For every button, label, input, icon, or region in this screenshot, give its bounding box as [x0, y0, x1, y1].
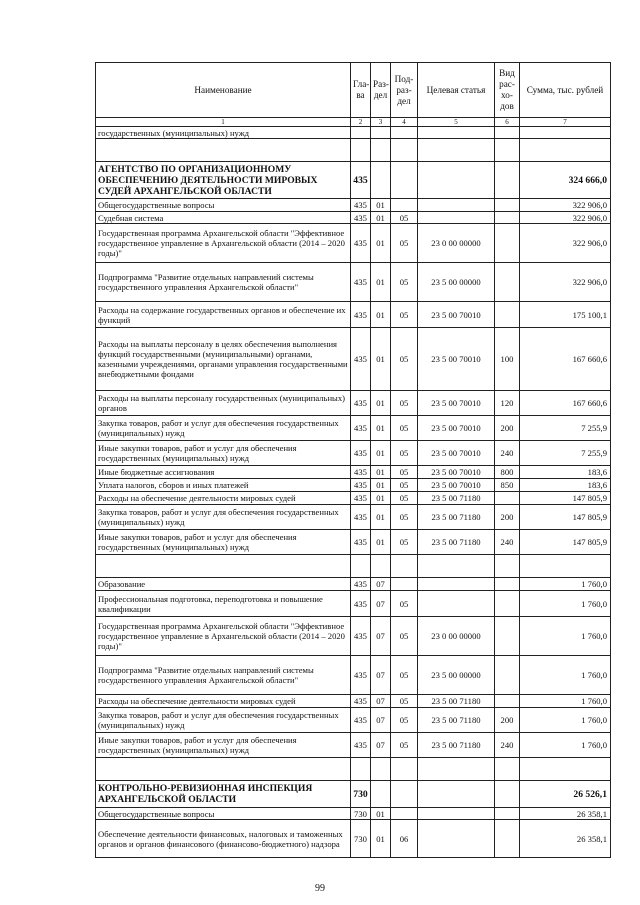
cell-chapter: 435 — [351, 302, 371, 328]
cell-expense-type — [495, 656, 520, 695]
cell-section: 01 — [371, 479, 391, 492]
cell-subsection: 05 — [391, 591, 418, 617]
cell-section: 07 — [371, 578, 391, 591]
cell-target — [418, 212, 495, 224]
cell-chapter: 435 — [351, 530, 371, 555]
cell-amount: 1 760,0 — [520, 708, 611, 733]
cell-subsection: 05 — [391, 708, 418, 733]
cell-section: 07 — [371, 617, 391, 656]
cell-chapter: 435 — [351, 617, 371, 656]
spacer-row — [96, 758, 611, 781]
cell-section: 01 — [371, 328, 391, 391]
cell-expense-type: 240 — [495, 530, 520, 555]
cell-section: 01 — [371, 505, 391, 530]
cell-chapter: 435 — [351, 441, 371, 466]
cell-chapter — [351, 555, 371, 578]
cell-amount: 1 760,0 — [520, 617, 611, 656]
cell-section — [371, 127, 391, 139]
cell-target — [418, 162, 495, 199]
cell-subsection: 05 — [391, 263, 418, 302]
cell-name: Подпрограмма "Развитие отдельных направлений системы государственного управления Архангельской области" — [96, 656, 351, 695]
cell-expense-type — [495, 820, 520, 858]
cell-target — [418, 139, 495, 162]
cell-chapter: 730 — [351, 808, 371, 820]
cell-amount: 322 906,0 — [520, 224, 611, 263]
cell-section — [371, 162, 391, 199]
table-row — [96, 391, 611, 416]
cell-name: Государственная программа Архангельской области "Эффективное государственное управление в Архангельской области (2014 – 2020 годы)" — [96, 224, 351, 263]
cell-chapter: 435 — [351, 466, 371, 479]
cell-subsection: 05 — [391, 733, 418, 758]
cell-expense-type — [495, 578, 520, 591]
cell-name: Расходы на обеспечение деятельности мировых судей — [96, 492, 351, 505]
table-row — [96, 466, 611, 479]
cell-subsection: 05 — [391, 441, 418, 466]
cell-target — [418, 578, 495, 591]
cell-expense-type — [495, 781, 520, 808]
table-row — [96, 263, 611, 302]
cell-chapter: 435 — [351, 328, 371, 391]
page-number: 99 — [315, 883, 325, 894]
table-row — [96, 224, 611, 263]
cell-section: 07 — [371, 733, 391, 758]
cell-target: 23 5 00 00000 — [418, 263, 495, 302]
cell-section — [371, 555, 391, 578]
cell-subsection — [391, 808, 418, 820]
table-row — [96, 808, 611, 820]
cell-name — [96, 139, 351, 162]
cell-chapter: 435 — [351, 479, 371, 492]
cell-name: Закупка товаров, работ и услуг для обеспечения государственных (муниципальных) нужд — [96, 505, 351, 530]
cell-amount: 167 660,6 — [520, 328, 611, 391]
column-number-row — [96, 118, 611, 127]
cell-expense-type: 120 — [495, 391, 520, 416]
cell-amount — [520, 127, 611, 139]
cell-section: 01 — [371, 466, 391, 479]
cell-chapter — [351, 758, 371, 781]
cell-section — [371, 758, 391, 781]
cell-name: Иные бюджетные ассигнования — [96, 466, 351, 479]
cell-amount: 183,6 — [520, 466, 611, 479]
cell-name: Закупка товаров, работ и услуг для обеспечения государственных (муниципальных) нужд — [96, 708, 351, 733]
cell-expense-type: 200 — [495, 416, 520, 441]
cell-section: 01 — [371, 224, 391, 263]
cell-amount: 1 760,0 — [520, 591, 611, 617]
cell-name: Обеспечение деятельности финансовых, налоговых и таможенных органов и органов финансового (финансово-бюджетного) надзора — [96, 820, 351, 858]
cell-subsection: 05 — [391, 416, 418, 441]
cell-expense-type — [495, 127, 520, 139]
header-expense-type: Вид рас-хо-дов — [495, 63, 520, 118]
cell-name: АГЕНТСТВО ПО ОРГАНИЗАЦИОННОМУ ОБЕСПЕЧЕНИЮ ДЕЯТЕЛЬНОСТИ МИРОВЫХ СУДЕЙ АРХАНГЕЛЬСКОЙ ОБЛАСТИ — [96, 162, 351, 199]
cell-target — [418, 127, 495, 139]
table-row — [96, 820, 611, 858]
cell-amount: 1 760,0 — [520, 733, 611, 758]
cell-chapter: 435 — [351, 505, 371, 530]
cell-chapter: 435 — [351, 733, 371, 758]
cell-amount: 324 666,0 — [520, 162, 611, 199]
table-row — [96, 578, 611, 591]
column-number: 4 — [391, 118, 418, 127]
cell-subsection: 05 — [391, 328, 418, 391]
cell-name: Иные закупки товаров, работ и услуг для обеспечения государственных (муниципальных) нужд — [96, 733, 351, 758]
cell-name: Расходы на содержание государственных органов и обеспечение их функций — [96, 302, 351, 328]
cell-name: Иные закупки товаров, работ и услуг для обеспечения государственных (муниципальных) нужд — [96, 441, 351, 466]
cell-subsection — [391, 781, 418, 808]
cell-expense-type — [495, 555, 520, 578]
cell-amount: 167 660,6 — [520, 391, 611, 416]
cell-name: государственных (муниципальных) нужд — [96, 127, 351, 139]
cell-chapter — [351, 139, 371, 162]
table-row — [96, 328, 611, 391]
cell-subsection: 05 — [391, 224, 418, 263]
cell-target: 23 5 00 70010 — [418, 302, 495, 328]
cell-amount: 147 805,9 — [520, 505, 611, 530]
cell-amount: 26 526,1 — [520, 781, 611, 808]
cell-amount — [520, 758, 611, 781]
cell-chapter: 435 — [351, 224, 371, 263]
header-subsection: Под-раз-дел — [391, 63, 418, 118]
cell-amount: 1 760,0 — [520, 578, 611, 591]
cell-expense-type — [495, 263, 520, 302]
table-row — [96, 302, 611, 328]
spacer-row — [96, 555, 611, 578]
table-row — [96, 199, 611, 212]
column-number: 1 — [96, 118, 351, 127]
table-row — [96, 591, 611, 617]
table-row — [96, 441, 611, 466]
cell-chapter: 435 — [351, 212, 371, 224]
spacer-row — [96, 139, 611, 162]
cell-name: Образование — [96, 578, 351, 591]
cell-expense-type — [495, 617, 520, 656]
cell-name: Подпрограмма "Развитие отдельных направлений системы государственного управления Архангельской области" — [96, 263, 351, 302]
header-amount: Сумма, тыс. рублей — [520, 63, 611, 118]
table-row — [96, 708, 611, 733]
table-row — [96, 416, 611, 441]
cell-subsection — [391, 162, 418, 199]
cell-amount: 175 100,1 — [520, 302, 611, 328]
column-number: 3 — [371, 118, 391, 127]
cell-amount: 1 760,0 — [520, 695, 611, 708]
cell-subsection — [391, 555, 418, 578]
table-row — [96, 695, 611, 708]
cell-subsection — [391, 758, 418, 781]
cell-target: 23 5 00 70010 — [418, 391, 495, 416]
cell-expense-type: 240 — [495, 441, 520, 466]
cell-subsection: 05 — [391, 492, 418, 505]
cell-target — [418, 555, 495, 578]
cell-section: 07 — [371, 708, 391, 733]
cell-target: 23 0 00 00000 — [418, 617, 495, 656]
cell-section: 07 — [371, 695, 391, 708]
cell-name — [96, 555, 351, 578]
cell-target: 23 5 00 70010 — [418, 441, 495, 466]
cell-section: 01 — [371, 416, 391, 441]
table-row — [96, 212, 611, 224]
cell-name: Расходы на обеспечение деятельности мировых судей — [96, 695, 351, 708]
cell-name: Общегосударственные вопросы — [96, 199, 351, 212]
cell-chapter: 730 — [351, 820, 371, 858]
table-row — [96, 162, 611, 199]
cell-subsection: 05 — [391, 302, 418, 328]
cell-target — [418, 781, 495, 808]
cell-expense-type: 240 — [495, 733, 520, 758]
cell-expense-type — [495, 224, 520, 263]
cell-expense-type — [495, 591, 520, 617]
cell-subsection: 06 — [391, 820, 418, 858]
table-row — [96, 505, 611, 530]
cell-target: 23 5 00 71180 — [418, 695, 495, 708]
cell-section: 01 — [371, 212, 391, 224]
cell-expense-type — [495, 808, 520, 820]
cell-target: 23 5 00 70010 — [418, 466, 495, 479]
cell-target — [418, 820, 495, 858]
cell-name: Общегосударственные вопросы — [96, 808, 351, 820]
cell-name: Закупка товаров, работ и услуг для обеспечения государственных (муниципальных) нужд — [96, 416, 351, 441]
table-row — [96, 530, 611, 555]
cell-expense-type — [495, 162, 520, 199]
cell-chapter: 435 — [351, 695, 371, 708]
cell-chapter: 435 — [351, 199, 371, 212]
cell-section: 01 — [371, 391, 391, 416]
cell-amount — [520, 555, 611, 578]
cell-amount: 183,6 — [520, 479, 611, 492]
cell-chapter: 435 — [351, 578, 371, 591]
cell-subsection: 05 — [391, 530, 418, 555]
cell-name — [96, 758, 351, 781]
cell-name: Расходы на выплаты персоналу в целях обеспечения выполнения функций государственными (муниципальными) органами, казенными учреждениями, органами управления государственными внебюджетными фондами — [96, 328, 351, 391]
cell-subsection — [391, 578, 418, 591]
cell-target: 23 5 00 71180 — [418, 492, 495, 505]
cell-chapter: 435 — [351, 656, 371, 695]
column-number: 6 — [495, 118, 520, 127]
cell-subsection: 05 — [391, 466, 418, 479]
table-row — [96, 617, 611, 656]
cell-target: 23 0 00 00000 — [418, 224, 495, 263]
cell-section: 07 — [371, 656, 391, 695]
cell-target — [418, 199, 495, 212]
cell-subsection — [391, 127, 418, 139]
cell-chapter — [351, 127, 371, 139]
cell-expense-type — [495, 139, 520, 162]
cell-amount — [520, 139, 611, 162]
cell-target: 23 5 00 70010 — [418, 328, 495, 391]
table-row — [96, 781, 611, 808]
column-number: 5 — [418, 118, 495, 127]
cell-section: 01 — [371, 530, 391, 555]
column-number: 7 — [520, 118, 611, 127]
cell-amount: 26 358,1 — [520, 820, 611, 858]
cell-section: 07 — [371, 591, 391, 617]
cell-subsection — [391, 139, 418, 162]
cell-name: Государственная программа Архангельской области "Эффективное государственное управление в Архангельской области (2014 – 2020 годы)" — [96, 617, 351, 656]
cell-target — [418, 758, 495, 781]
cell-chapter: 435 — [351, 492, 371, 505]
cell-name: Профессиональная подготовка, переподготовка и повышение квалификации — [96, 591, 351, 617]
cell-section: 01 — [371, 199, 391, 212]
cell-expense-type — [495, 695, 520, 708]
cell-name: Расходы на выплаты персоналу государственных (муниципальных) органов — [96, 391, 351, 416]
cell-subsection: 05 — [391, 479, 418, 492]
cell-subsection: 05 — [391, 656, 418, 695]
cell-section: 01 — [371, 808, 391, 820]
cell-target — [418, 591, 495, 617]
cell-amount: 7 255,9 — [520, 441, 611, 466]
cell-amount: 322 906,0 — [520, 199, 611, 212]
cell-target: 23 5 00 71180 — [418, 733, 495, 758]
cell-expense-type — [495, 302, 520, 328]
cell-subsection: 05 — [391, 391, 418, 416]
cell-target — [418, 808, 495, 820]
cell-chapter: 435 — [351, 162, 371, 199]
cell-amount: 147 805,9 — [520, 492, 611, 505]
cell-target: 23 5 00 00000 — [418, 656, 495, 695]
cell-amount: 322 906,0 — [520, 212, 611, 224]
cell-subsection: 05 — [391, 617, 418, 656]
table-row — [96, 492, 611, 505]
cell-target: 23 5 00 70010 — [418, 479, 495, 492]
cell-chapter: 435 — [351, 591, 371, 617]
cell-chapter: 730 — [351, 781, 371, 808]
cell-expense-type — [495, 758, 520, 781]
header-name: Наименование — [96, 63, 351, 118]
header-section: Раз-дел — [371, 63, 391, 118]
cell-subsection: 05 — [391, 212, 418, 224]
cell-name: Уплата налогов, сборов и иных платежей — [96, 479, 351, 492]
table-row — [96, 479, 611, 492]
cell-expense-type: 800 — [495, 466, 520, 479]
cell-expense-type: 200 — [495, 708, 520, 733]
cell-chapter: 435 — [351, 708, 371, 733]
header-chapter: Гла-ва — [351, 63, 371, 118]
cell-expense-type — [495, 212, 520, 224]
cell-target: 23 5 00 70010 — [418, 416, 495, 441]
cell-name: Иные закупки товаров, работ и услуг для обеспечения государственных (муниципальных) нужд — [96, 530, 351, 555]
table-row — [96, 127, 611, 139]
cell-section — [371, 781, 391, 808]
cell-amount: 322 906,0 — [520, 263, 611, 302]
cell-name: КОНТРОЛЬНО-РЕВИЗИОННАЯ ИНСПЕКЦИЯ АРХАНГЕЛЬСКОЙ ОБЛАСТИ — [96, 781, 351, 808]
cell-chapter: 435 — [351, 391, 371, 416]
cell-amount: 147 805,9 — [520, 530, 611, 555]
cell-chapter: 435 — [351, 416, 371, 441]
column-number: 2 — [351, 118, 371, 127]
cell-section: 01 — [371, 302, 391, 328]
cell-amount: 7 255,9 — [520, 416, 611, 441]
cell-expense-type: 850 — [495, 479, 520, 492]
budget-table — [95, 62, 611, 858]
cell-subsection: 05 — [391, 695, 418, 708]
cell-section: 01 — [371, 820, 391, 858]
cell-expense-type — [495, 199, 520, 212]
table-header-row — [96, 63, 611, 118]
cell-expense-type: 200 — [495, 505, 520, 530]
cell-subsection — [391, 199, 418, 212]
cell-amount: 26 358,1 — [520, 808, 611, 820]
table-row — [96, 656, 611, 695]
cell-expense-type: 100 — [495, 328, 520, 391]
cell-target: 23 5 00 71180 — [418, 708, 495, 733]
cell-expense-type — [495, 492, 520, 505]
cell-name: Судебная система — [96, 212, 351, 224]
cell-amount: 1 760,0 — [520, 656, 611, 695]
cell-chapter: 435 — [351, 263, 371, 302]
table-row — [96, 733, 611, 758]
cell-section: 01 — [371, 441, 391, 466]
cell-section — [371, 139, 391, 162]
cell-target: 23 5 00 71180 — [418, 530, 495, 555]
header-target: Целевая статья — [418, 63, 495, 118]
cell-subsection: 05 — [391, 505, 418, 530]
cell-section: 01 — [371, 263, 391, 302]
cell-section: 01 — [371, 492, 391, 505]
table-body — [96, 127, 611, 858]
cell-target: 23 5 00 71180 — [418, 505, 495, 530]
